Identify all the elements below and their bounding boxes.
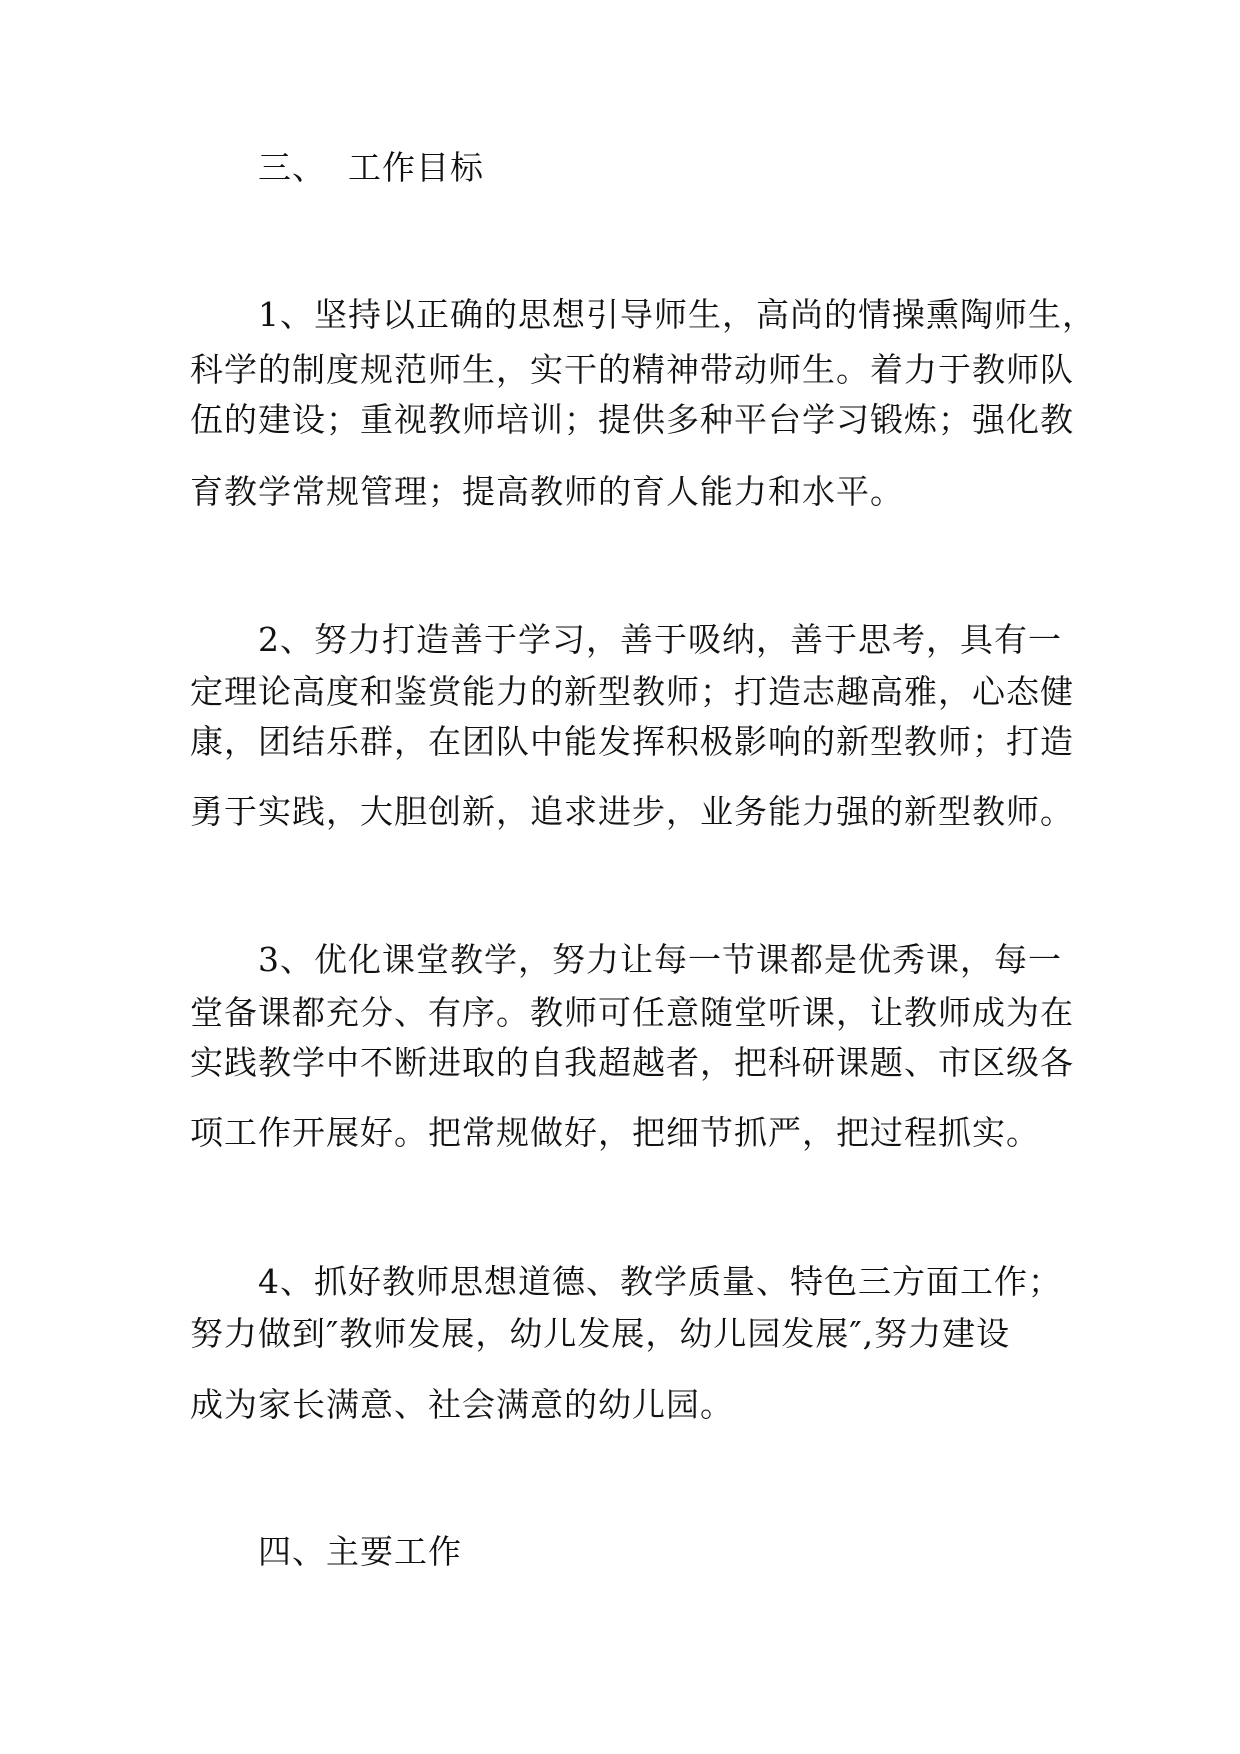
paragraph-line: 1、坚持以正确的思想引导师生，高尚的情操熏陶师生，: [258, 295, 1096, 334]
section-heading-4: 四、主要工作: [258, 1532, 462, 1571]
paragraph-line: 伍的建设；重视教师培训；提供多种平台学习锻炼；强化教: [190, 400, 1074, 439]
paragraph-line: 项工作开展好。把常规做好，把细节抓严，把过程抓实。: [190, 1113, 1040, 1152]
paragraph-line: 科学的制度规范师生，实干的精神带动师生。着力于教师队: [190, 350, 1074, 389]
paragraph-line: 成为家长满意、社会满意的幼儿园。: [190, 1385, 734, 1424]
paragraph-line: 实践教学中不断进取的自我超越者，把科研课题、市区级各: [190, 1043, 1074, 1082]
paragraph-line: 育教学常规管理；提高教师的育人能力和水平。: [190, 472, 904, 511]
section-number: 三、: [258, 148, 326, 187]
section-title: 工作目标: [348, 148, 484, 187]
section-heading-3: [258, 148, 484, 188]
paragraph-line: 4、抓好教师思想道德、教学质量、特色三方面工作；: [258, 1262, 1062, 1301]
paragraph-line: 康，团结乐群，在团队中能发挥积极影响的新型教师；打造: [190, 722, 1074, 761]
paragraph-line: 3、优化课堂教学，努力让每一节课都是优秀课，每一: [258, 940, 1062, 979]
paragraph-line: 堂备课都充分、有序。教师可任意随堂听课，让教师成为在: [190, 993, 1074, 1032]
paragraph-line: 定理论高度和鉴赏能力的新型教师；打造志趣高雅，心态健: [190, 672, 1074, 711]
paragraph-line: 2、努力打造善于学习，善于吸纳，善于思考，具有一: [258, 620, 1062, 659]
paragraph-line: 努力做到″教师发展，幼儿发展，幼儿园发展″,努力建设: [190, 1314, 1011, 1353]
paragraph-line: 勇于实践，大胆创新，追求进步，业务能力强的新型教师。: [190, 792, 1074, 831]
